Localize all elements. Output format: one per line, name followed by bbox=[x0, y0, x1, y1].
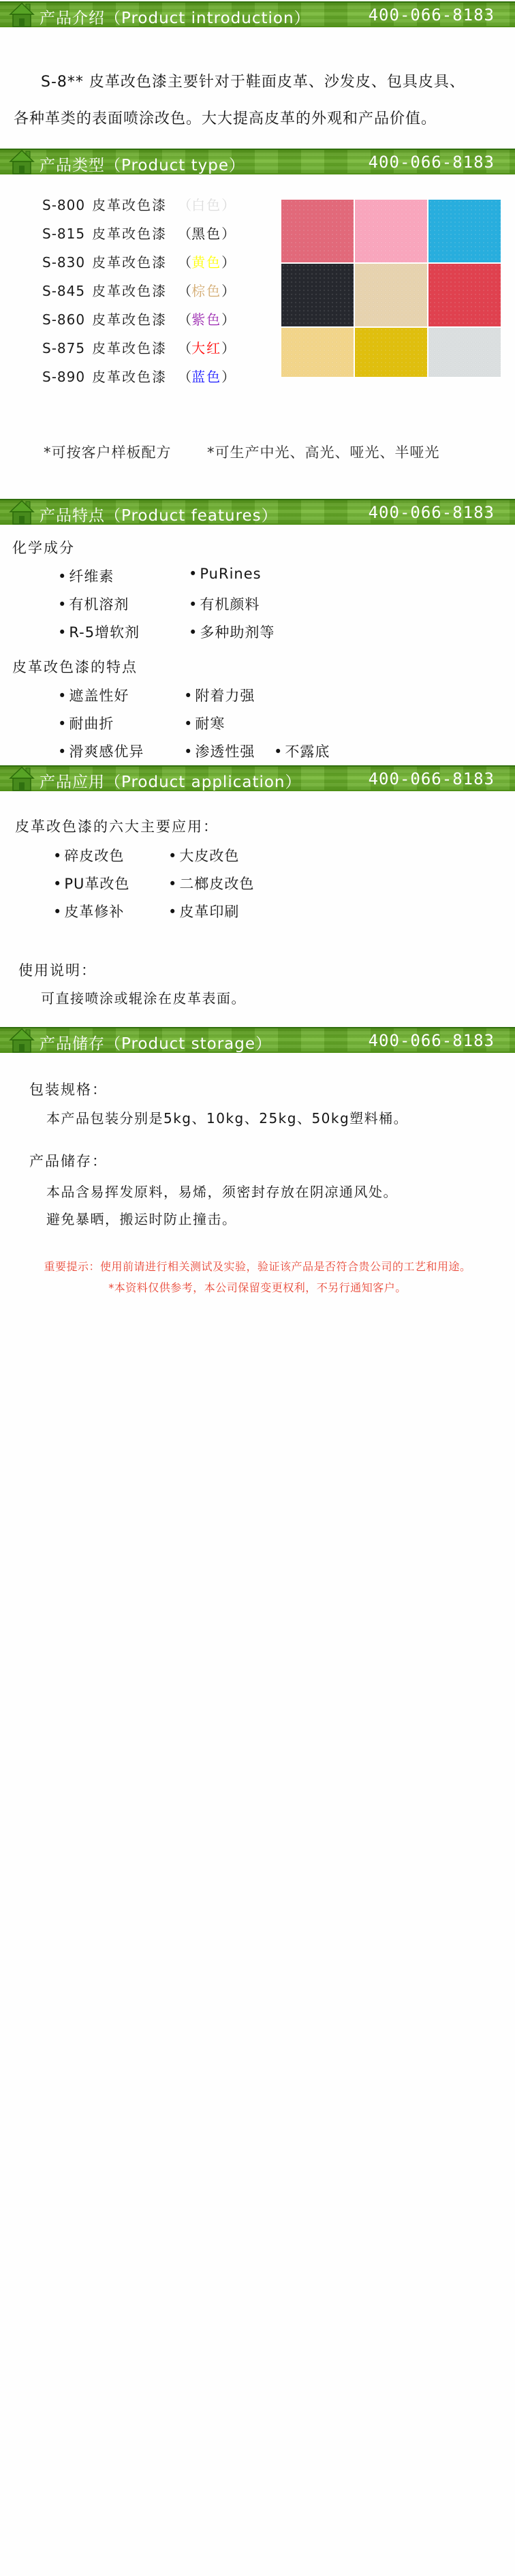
app-item: • 二榔皮改色 bbox=[168, 873, 254, 893]
app-item: • 碎皮改色 bbox=[53, 845, 124, 865]
section-title: 产品特点（Product features） bbox=[40, 507, 278, 525]
product-code: S-800 bbox=[42, 197, 86, 213]
paren-open: （ bbox=[178, 340, 192, 356]
product-color-label: 白色 bbox=[191, 197, 222, 213]
section-header-application bbox=[0, 765, 515, 791]
product-code: S-830 bbox=[42, 254, 86, 271]
house-icon bbox=[7, 148, 37, 178]
storage-heading: 产品储存： bbox=[29, 1153, 108, 1169]
trait-item: • 附着力强 bbox=[184, 685, 255, 705]
paren-open: （ bbox=[178, 311, 192, 328]
section-title: 产品类型（Product type） bbox=[40, 157, 246, 174]
house-icon bbox=[7, 1026, 37, 1056]
trait-item: • 遮盖性好 bbox=[58, 685, 129, 705]
paren-close: ） bbox=[221, 369, 236, 385]
product-color-label: 黄色 bbox=[191, 254, 222, 271]
product-name: 皮革改色漆 bbox=[92, 283, 168, 299]
application-heading: 皮革改色漆的六大主要应用： bbox=[15, 818, 219, 835]
packing-text: 本产品包装分别是5kg、10kg、25kg、50kg塑料桶。 bbox=[46, 1110, 409, 1126]
type-note: *可生产中光、高光、哑光、半哑光 bbox=[207, 444, 440, 461]
product-code: S-860 bbox=[42, 311, 86, 328]
chem-item: • 纤维素 bbox=[58, 566, 114, 586]
chem-heading: 化学成分 bbox=[12, 540, 75, 556]
storage-text-line: 本品含易挥发原料，易烯，须密封存放在阴凉通风处。 bbox=[46, 1184, 398, 1200]
chem-item: • 有机颜料 bbox=[189, 594, 260, 614]
swatch-khaki bbox=[281, 328, 354, 377]
trait-item: • 耐寒 bbox=[184, 713, 225, 733]
hotline-number: 400-066-8183 bbox=[368, 1031, 495, 1050]
product-color-label: 大红 bbox=[191, 340, 222, 356]
product-name: 皮革改色漆 bbox=[92, 311, 168, 328]
app-item: • 皮革修补 bbox=[53, 901, 124, 921]
packing-heading: 包装规格： bbox=[29, 1082, 108, 1098]
color-swatch-grid bbox=[281, 200, 502, 377]
trait-item: • 耐曲折 bbox=[58, 713, 114, 733]
product-row bbox=[42, 368, 235, 397]
chem-item: • R-5增软剂 bbox=[58, 622, 140, 642]
paren-open: （ bbox=[178, 197, 192, 213]
app-item: • 皮革印刷 bbox=[168, 901, 239, 921]
hotline-number: 400-066-8183 bbox=[368, 153, 495, 172]
product-row bbox=[42, 339, 235, 368]
paren-open: （ bbox=[178, 254, 192, 271]
paren-close: ） bbox=[221, 197, 236, 213]
storage-text-line: 避免暴晒，搬运时防止撞击。 bbox=[46, 1211, 237, 1227]
hotline-number: 400-066-8183 bbox=[368, 769, 495, 788]
type-note: *可按客户样板配方 bbox=[44, 444, 172, 461]
product-row bbox=[42, 254, 235, 282]
chem-item: • 多种助剂等 bbox=[189, 622, 275, 642]
product-color-label: 蓝色 bbox=[191, 369, 222, 385]
swatch-gray bbox=[428, 328, 501, 377]
swatch-cyan bbox=[428, 200, 501, 262]
product-name: 皮革改色漆 bbox=[92, 197, 168, 213]
app-item: • PU革改色 bbox=[53, 873, 129, 893]
paren-open: （ bbox=[178, 226, 192, 242]
product-code: S-890 bbox=[42, 369, 86, 385]
product-name: 皮革改色漆 bbox=[92, 226, 168, 242]
paren-close: ） bbox=[221, 311, 236, 328]
usage-text: 可直接喷涂或辊涂在皮革表面。 bbox=[41, 990, 246, 1007]
product-code: S-845 bbox=[42, 283, 86, 299]
app-item: • 大皮改色 bbox=[168, 845, 239, 865]
product-row bbox=[42, 196, 235, 225]
usage-heading: 使用说明： bbox=[18, 962, 97, 979]
paren-open: （ bbox=[178, 283, 192, 299]
swatch-red bbox=[428, 264, 501, 326]
section-header-type bbox=[0, 149, 515, 174]
intro-line: 各种革类的表面喷涂改色。大大提高皮革的外观和产品价值。 bbox=[14, 110, 437, 127]
product-color-label: 紫色 bbox=[191, 311, 222, 328]
swatch-rose bbox=[281, 200, 354, 262]
hotline-number: 400-066-8183 bbox=[368, 503, 495, 522]
chem-item: • 有机溶剂 bbox=[58, 594, 129, 614]
paren-close: ） bbox=[221, 226, 236, 242]
swatch-black bbox=[281, 264, 354, 326]
paren-close: ） bbox=[221, 283, 236, 299]
trait-item: • 不露底 bbox=[274, 741, 330, 761]
house-icon bbox=[7, 498, 37, 528]
product-code: S-815 bbox=[42, 226, 86, 242]
swatch-beige bbox=[355, 264, 427, 326]
product-row bbox=[42, 311, 235, 339]
section-title: 产品介绍（Product introduction） bbox=[40, 10, 311, 27]
swatch-yellow bbox=[355, 328, 427, 377]
section-header-intro bbox=[0, 1, 515, 27]
paren-close: ） bbox=[221, 254, 236, 271]
product-code: S-875 bbox=[42, 340, 86, 356]
product-row bbox=[42, 282, 235, 311]
product-row bbox=[42, 225, 235, 254]
hotline-number: 400-066-8183 bbox=[368, 5, 495, 25]
swatch-pink bbox=[355, 200, 427, 262]
trait-item: • 渗透性强 bbox=[184, 741, 255, 761]
intro-line: S-8** 皮革改色漆主要针对于鞋面皮革、沙发皮、包具皮具、 bbox=[41, 74, 465, 91]
section-title: 产品储存（Product storage） bbox=[40, 1035, 272, 1053]
house-icon bbox=[7, 1, 37, 31]
warning-line: *本资料仅供参考，本公司保留变更权利，不另行通知客户。 bbox=[108, 1281, 407, 1294]
section-header-features bbox=[0, 499, 515, 525]
warning-line: 重要提示：使用前请进行相关测试及实验，验证该产品是否符合贵公司的工艺和用途。 bbox=[44, 1260, 471, 1273]
traits-heading: 皮革改色漆的特点 bbox=[12, 659, 138, 675]
chem-item: • PuRines bbox=[189, 566, 262, 582]
section-title: 产品应用（Product application） bbox=[40, 773, 302, 791]
product-name: 皮革改色漆 bbox=[92, 340, 168, 356]
section-header-storage bbox=[0, 1027, 515, 1053]
product-name: 皮革改色漆 bbox=[92, 254, 168, 271]
product-color-label: 黑色 bbox=[191, 226, 222, 242]
paren-open: （ bbox=[178, 369, 192, 385]
trait-item: • 滑爽感优异 bbox=[58, 741, 144, 761]
product-color-label: 棕色 bbox=[191, 283, 222, 299]
paren-close: ） bbox=[221, 340, 236, 356]
house-icon bbox=[7, 765, 37, 795]
product-name: 皮革改色漆 bbox=[92, 369, 168, 385]
